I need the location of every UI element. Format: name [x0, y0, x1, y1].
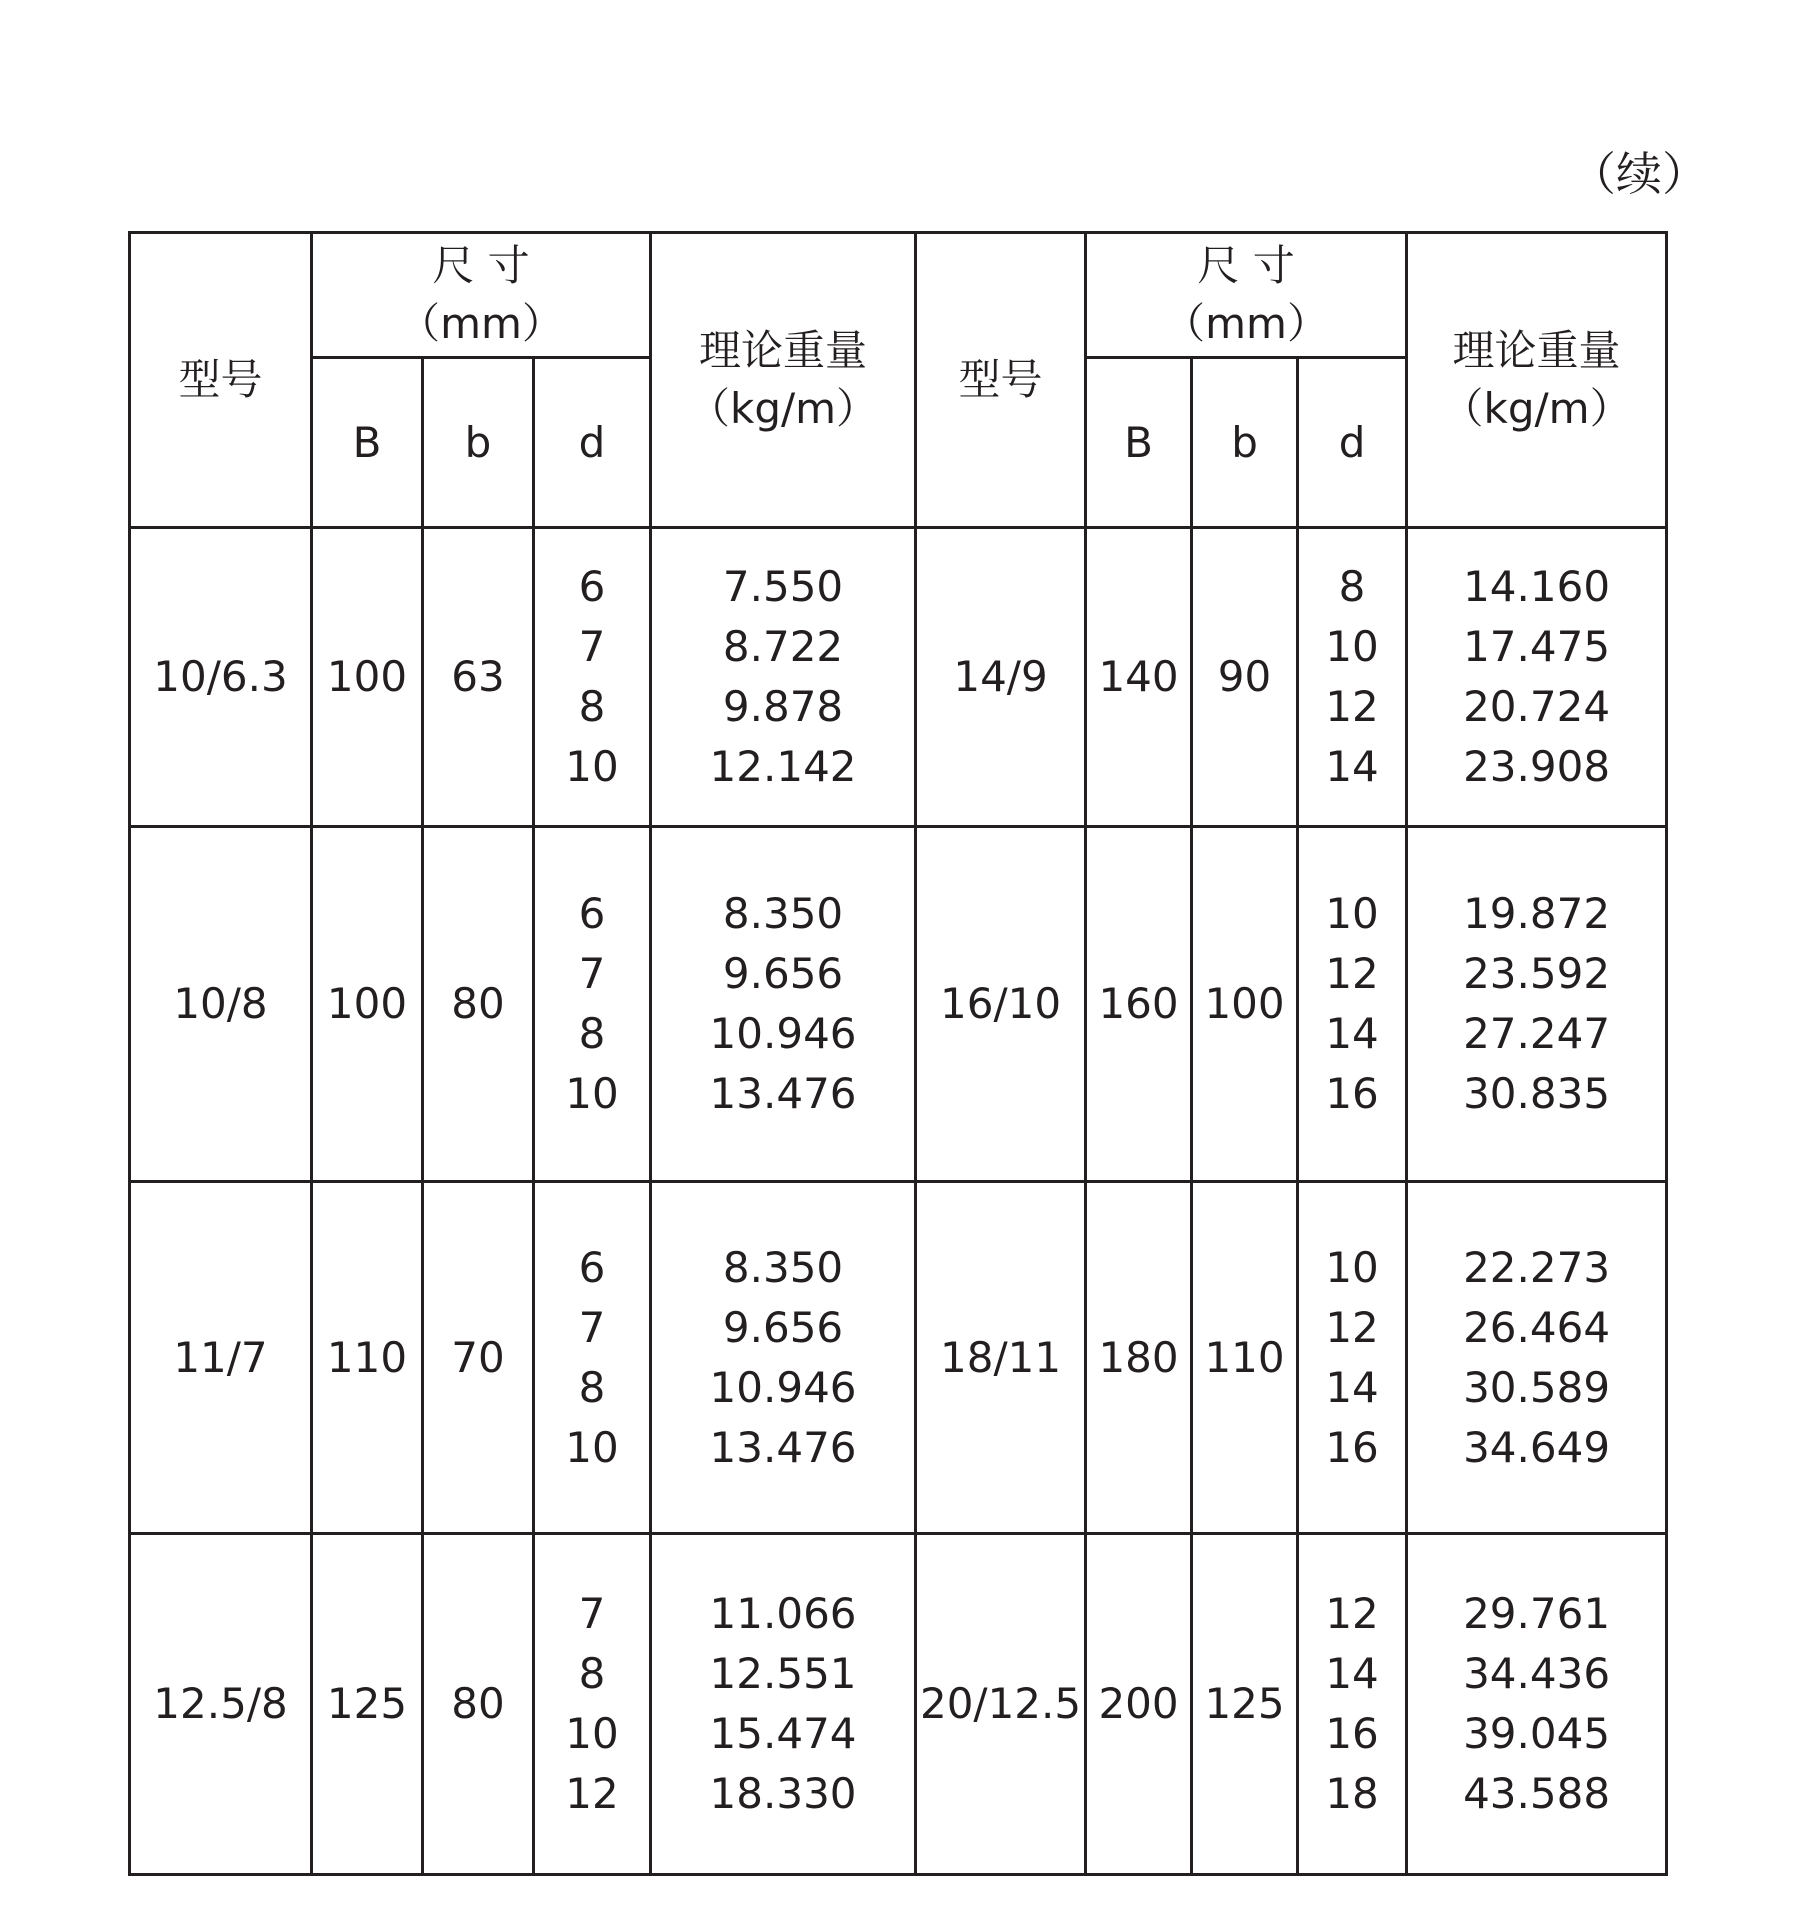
weight-cell	[1407, 827, 1667, 1182]
weight-cell-value: 22.273	[1463, 1242, 1611, 1292]
weight-cell-value: 8.722	[722, 622, 844, 671]
d-cell-value: 10	[565, 1069, 619, 1118]
d-cell-value: 7	[578, 622, 606, 671]
d-cell-value: 16	[1325, 1709, 1379, 1758]
weight-cell-value: 39.045	[1463, 1709, 1611, 1758]
weight-cell	[1407, 528, 1667, 827]
B-cell: 160	[1086, 827, 1192, 1182]
weight-cell	[651, 827, 916, 1182]
d-cell-value: 16	[1325, 1422, 1379, 1472]
header-model-left: 型号	[130, 233, 312, 528]
d-cell-value: 10	[565, 742, 619, 791]
d-cell-value: 7	[578, 1589, 606, 1638]
header-dimension-right	[1086, 233, 1407, 358]
weight-cell-value: 9.656	[722, 949, 844, 998]
B-cell: 100	[312, 827, 423, 1182]
d-cell-value: 14	[1325, 1009, 1379, 1058]
header-model-right: 型号	[916, 233, 1086, 528]
model-cell: 18/11	[916, 1182, 1086, 1534]
model-cell: 10/8	[130, 827, 312, 1182]
weight-cell-value: 34.436	[1463, 1649, 1611, 1698]
d-cell-value: 10	[565, 1709, 619, 1758]
weight-cell-value: 17.475	[1463, 622, 1611, 671]
header-col-b-left: b	[423, 358, 534, 528]
b-cell: 80	[423, 827, 534, 1182]
header-dimension-left	[312, 233, 651, 358]
d-cell	[534, 528, 651, 827]
header-col-B-left: B	[312, 358, 423, 528]
table-row	[130, 1534, 1667, 1875]
b-cell: 110	[1192, 1182, 1298, 1534]
B-cell: 100	[312, 528, 423, 827]
d-cell	[534, 1182, 651, 1534]
d-cell	[1298, 1182, 1407, 1534]
table-row	[130, 827, 1667, 1182]
model-cell: 14/9	[916, 528, 1086, 827]
table-body	[130, 233, 1667, 1875]
d-cell-value: 12	[1325, 682, 1379, 731]
B-cell: 140	[1086, 528, 1192, 827]
b-cell: 80	[423, 1534, 534, 1875]
d-cell-value: 14	[1325, 1649, 1379, 1698]
weight-cell-value: 9.878	[722, 682, 844, 731]
weight-cell-value: 30.835	[1463, 1069, 1611, 1118]
weight-cell-value: 12.551	[709, 1649, 857, 1698]
d-cell-value: 10	[1325, 1242, 1379, 1292]
weight-cell-value: 12.142	[709, 742, 857, 791]
d-cell-value: 14	[1325, 1362, 1379, 1412]
d-cell-value: 12	[565, 1769, 619, 1818]
weight-cell	[651, 1182, 916, 1534]
weight-cell-value: 15.474	[709, 1709, 857, 1758]
B-cell: 180	[1086, 1182, 1192, 1534]
weight-cell	[1407, 1534, 1667, 1875]
d-cell-value: 12	[1325, 1302, 1379, 1352]
weight-cell	[651, 528, 916, 827]
b-cell: 100	[1192, 827, 1298, 1182]
d-cell-value: 8	[578, 1362, 606, 1412]
d-cell-value: 10	[1325, 622, 1379, 671]
weight-cell-value: 13.476	[709, 1069, 857, 1118]
B-cell: 200	[1086, 1534, 1192, 1875]
d-cell-value: 10	[565, 1422, 619, 1472]
weight-cell-value: 10.946	[709, 1362, 857, 1412]
weight-cell-value: 7.550	[722, 562, 844, 611]
model-cell: 20/12.5	[916, 1534, 1086, 1875]
B-cell: 110	[312, 1182, 423, 1534]
d-cell	[1298, 827, 1407, 1182]
d-cell-value: 7	[578, 949, 606, 998]
header-row-top	[130, 233, 1667, 358]
d-cell-value: 14	[1325, 742, 1379, 791]
weight-cell-value: 34.649	[1463, 1422, 1611, 1472]
header-dimension-label: 尺 寸	[432, 241, 530, 290]
d-cell	[1298, 528, 1407, 827]
d-cell	[534, 827, 651, 1182]
model-cell: 10/6.3	[130, 528, 312, 827]
d-cell	[1298, 1534, 1407, 1875]
header-col-d-right: d	[1298, 358, 1407, 528]
header-weight-right	[1407, 233, 1667, 528]
weight-cell-value: 19.872	[1463, 889, 1611, 938]
weight-cell	[1407, 1182, 1667, 1534]
weight-cell-value: 43.588	[1463, 1769, 1611, 1818]
weight-cell-value: 27.247	[1463, 1009, 1611, 1058]
header-dimension-unit: （mm）	[398, 299, 564, 348]
d-cell-value: 12	[1325, 949, 1379, 998]
b-cell: 63	[423, 528, 534, 827]
header-weight-unit: （kg/m）	[1441, 384, 1632, 433]
weight-cell-value: 23.592	[1463, 949, 1611, 998]
weight-cell-value: 29.761	[1463, 1589, 1611, 1638]
model-cell: 12.5/8	[130, 1534, 312, 1875]
d-cell-value: 8	[578, 1649, 606, 1698]
weight-cell-value: 8.350	[722, 1242, 844, 1292]
weight-cell-value: 10.946	[709, 1009, 857, 1058]
b-cell: 70	[423, 1182, 534, 1534]
header-dimension-unit: （mm）	[1163, 299, 1329, 348]
header-col-b-right: b	[1192, 358, 1298, 528]
header-dimension-label: 尺 寸	[1197, 241, 1295, 290]
weight-cell-value: 30.589	[1463, 1362, 1611, 1412]
weight-cell-value: 23.908	[1463, 742, 1611, 791]
weight-cell-value: 20.724	[1463, 682, 1611, 731]
header-weight-left	[651, 233, 916, 528]
weight-cell-value: 9.656	[722, 1302, 844, 1352]
weight-cell-value: 14.160	[1463, 562, 1611, 611]
header-col-B-right: B	[1086, 358, 1192, 528]
weight-cell-value: 13.476	[709, 1422, 857, 1472]
d-cell-value: 6	[578, 562, 606, 611]
d-cell-value: 10	[1325, 889, 1379, 938]
weight-cell	[651, 1534, 916, 1875]
weight-cell-value: 18.330	[709, 1769, 857, 1818]
d-cell-value: 6	[578, 889, 606, 938]
d-cell-value: 12	[1325, 1589, 1379, 1638]
B-cell: 125	[312, 1534, 423, 1875]
d-cell-value: 16	[1325, 1069, 1379, 1118]
header-weight-label: 理论重量	[699, 326, 868, 375]
continued-label: （续）	[1570, 147, 1708, 201]
d-cell	[534, 1534, 651, 1875]
header-weight-unit: （kg/m）	[688, 384, 879, 433]
d-cell-value: 6	[578, 1242, 606, 1292]
table-row	[130, 528, 1667, 827]
weight-cell-value: 8.350	[722, 889, 844, 938]
d-cell-value: 18	[1325, 1769, 1379, 1818]
b-cell: 125	[1192, 1534, 1298, 1875]
b-cell: 90	[1192, 528, 1298, 827]
weight-cell-value: 26.464	[1463, 1302, 1611, 1352]
d-cell-value: 8	[1338, 562, 1366, 611]
angle-steel-weight-table	[128, 231, 1668, 1876]
d-cell-value: 8	[578, 682, 606, 731]
d-cell-value: 8	[578, 1009, 606, 1058]
d-cell-value: 7	[578, 1302, 606, 1352]
weight-cell-value: 11.066	[709, 1589, 857, 1638]
model-cell: 16/10	[916, 827, 1086, 1182]
table-row	[130, 1182, 1667, 1534]
model-cell: 11/7	[130, 1182, 312, 1534]
header-col-d-left: d	[534, 358, 651, 528]
header-weight-label: 理论重量	[1452, 326, 1621, 375]
